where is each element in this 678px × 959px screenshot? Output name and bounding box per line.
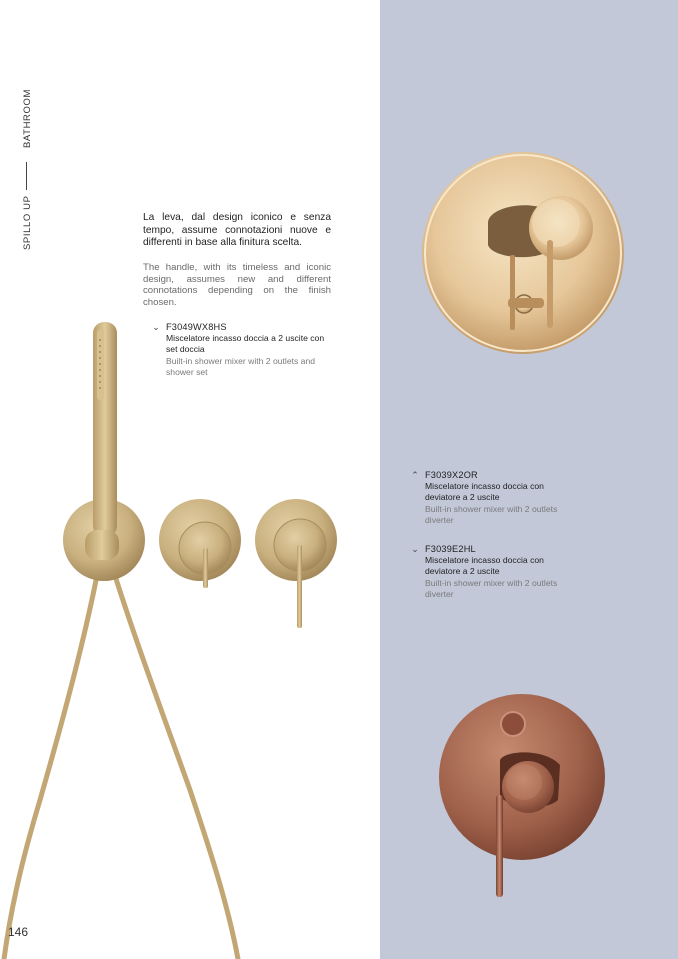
page-number: 146 — [8, 925, 29, 939]
product-item — [411, 544, 575, 600]
chevron-up-icon: ⌃ — [411, 470, 419, 480]
product-item — [152, 322, 326, 378]
side-header — [22, 40, 42, 250]
chevron-down-icon: ⌄ — [411, 544, 419, 554]
gold-mixer-illustration — [422, 152, 624, 354]
product-code: F3039E2HL — [425, 544, 476, 554]
product-code: F3049WX8HS — [166, 322, 227, 332]
product-description-english: Built-in shower mixer with 2 outlets diverter — [425, 577, 558, 599]
product-item — [411, 470, 575, 526]
copper-mixer-illustration — [439, 694, 605, 897]
header-divider — [26, 162, 27, 190]
intro-english: The handle, with its timeless and iconic design, assumes new and different connotations depending on the finish chosen. — [143, 262, 331, 308]
section-label: BATHROOM — [22, 89, 33, 148]
product-description-english: Built-in shower mixer with 2 outlets diverter — [425, 503, 558, 525]
intro-italian: La leva, dal design iconico e senza tempo, assume connotazioni nuove e differenti in base alla finitura scelta. — [143, 212, 331, 249]
product-description-english: Built-in shower mixer with 2 outlets and shower set — [166, 355, 316, 377]
product-description-italian: Miscelatore incasso doccia con deviatore a 2 uscite — [425, 555, 544, 577]
chevron-down-icon: ⌄ — [152, 322, 160, 332]
product-description-italian: Miscelatore incasso doccia con deviatore a 2 uscite — [425, 481, 544, 503]
product-description-italian: Miscelatore incasso doccia a 2 uscite con set doccia — [166, 333, 325, 355]
shower-set-illustration — [4, 322, 337, 959]
product-code: F3039X2OR — [425, 470, 478, 480]
brand-label: SPILLO UP — [22, 195, 33, 250]
